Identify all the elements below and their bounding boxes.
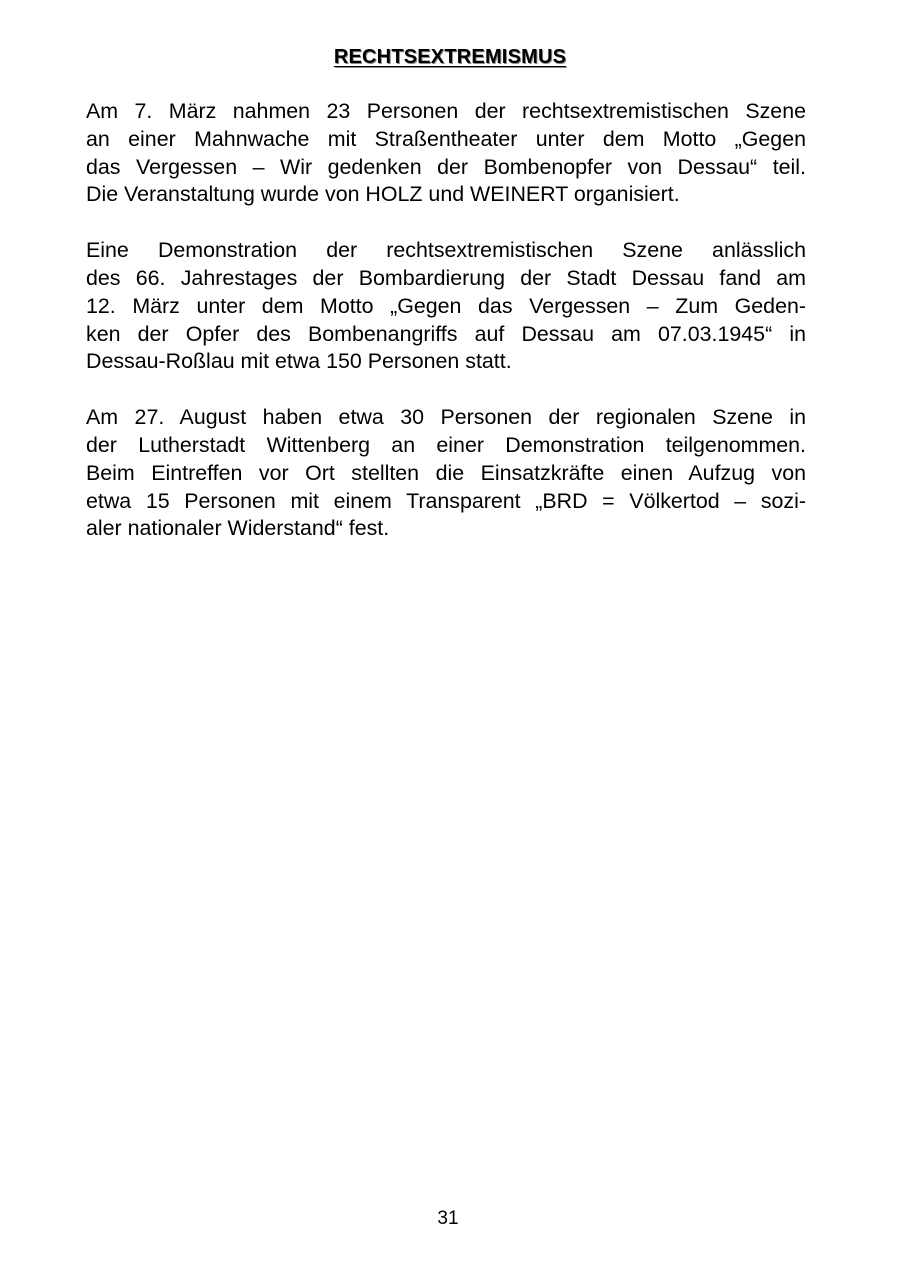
- text-line: an einer Mahnwache mit Straßentheater unter dem Motto „Gegen: [86, 126, 806, 151]
- body-text: [86, 98, 806, 571]
- text-line: Die Veranstaltung wurde von HOLZ und WEINERT organisiert.: [86, 182, 680, 207]
- text-line: etwa 15 Personen mit einem Transparent „BRD = Völkertod – sozi-: [86, 488, 806, 513]
- section-heading: RECHTSEXTREMISMUS: [333, 46, 567, 68]
- text-line: 12. März unter dem Motto „Gegen das Vergessen – Zum Geden-: [86, 293, 806, 318]
- text-line: des 66. Jahrestages der Bombardierung der Stadt Dessau fand am: [86, 265, 806, 290]
- text-line: ken der Opfer des Bombenangriffs auf Dessau am 07.03.1945“ in: [86, 321, 806, 346]
- text-line: Eine Demonstration der rechtsextremistischen Szene anlässlich: [86, 238, 806, 263]
- page-number: 31: [437, 1208, 459, 1229]
- text-line: das Vergessen – Wir gedenken der Bombenopfer von Dessau“ teil.: [86, 154, 806, 179]
- paragraph-1: [86, 98, 806, 209]
- text-line: Beim Eintreffen vor Ort stellten die Einsatzkräfte einen Aufzug von: [86, 460, 806, 485]
- text-line: der Lutherstadt Wittenberg an einer Demonstration teilgenommen.: [86, 432, 806, 457]
- text-line: Am 27. August haben etwa 30 Personen der regionalen Szene in: [86, 405, 806, 430]
- text-line: Dessau-Roßlau mit etwa 150 Personen statt.: [86, 349, 512, 374]
- paragraph-3: [86, 404, 806, 543]
- text-line: aler nationaler Widerstand“ fest.: [86, 516, 390, 541]
- paragraph-2: [86, 237, 806, 376]
- text-line: Am 7. März nahmen 23 Personen der rechtsextremistischen Szene: [86, 99, 806, 123]
